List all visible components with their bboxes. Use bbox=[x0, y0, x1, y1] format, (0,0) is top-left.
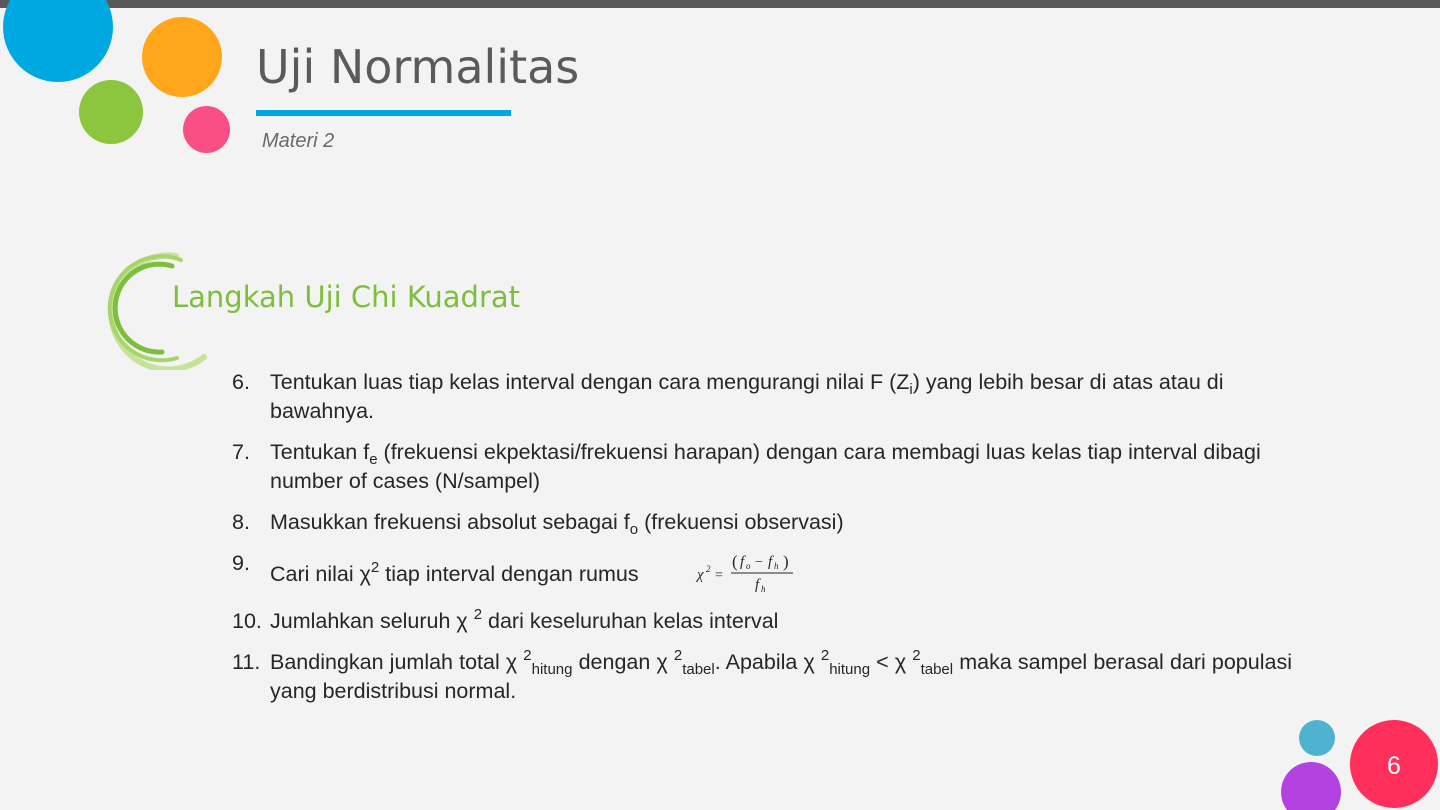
formula-fh: f bbox=[767, 554, 772, 570]
step-text-part: (frekuensi observasi) bbox=[638, 510, 844, 534]
subscript: o bbox=[629, 521, 639, 538]
slide-title: Uji Normalitas bbox=[256, 40, 580, 94]
formula-denominator: f bbox=[754, 577, 759, 593]
step-text-part: Tentukan f bbox=[270, 440, 370, 464]
step-text-part: < χ bbox=[870, 650, 913, 674]
step-text bbox=[270, 648, 1292, 706]
step-text-part: Bandingkan jumlah total χ bbox=[270, 650, 524, 674]
step-text-part: dengan χ bbox=[572, 650, 674, 674]
formula-fo: f bbox=[739, 554, 744, 570]
formula-fh-sub: h bbox=[773, 561, 779, 571]
formula-equals: = bbox=[714, 568, 723, 583]
formula-minus: − bbox=[754, 555, 763, 570]
superscript: 2 bbox=[673, 647, 683, 664]
step-text-part: . Apabila χ bbox=[714, 650, 821, 674]
page-number: 6 bbox=[1387, 752, 1401, 780]
decor-dot-green bbox=[79, 80, 143, 144]
subscript: hitung bbox=[531, 661, 573, 678]
superscript: 2 bbox=[912, 647, 921, 664]
step-text bbox=[270, 549, 1292, 595]
step-text bbox=[270, 607, 1292, 636]
step-text bbox=[270, 368, 1292, 426]
step-8 bbox=[232, 508, 1292, 537]
step-number: 9. bbox=[232, 551, 250, 575]
step-text-part: Tentukan luas tiap kelas interval dengan cara mengurangi nilai F (Z bbox=[270, 370, 910, 394]
subscript: tabel bbox=[682, 661, 715, 678]
step-7 bbox=[232, 438, 1292, 496]
subscript: hitung bbox=[829, 661, 871, 678]
chi-square-formula bbox=[691, 549, 801, 595]
superscript: 2 bbox=[523, 647, 532, 664]
step-text-part: ) yang lebih besar di atas atau di bawahnya. bbox=[270, 370, 1224, 423]
step-text-part: tiap interval dengan rumus bbox=[379, 562, 639, 586]
step-text-part: Masukkan frekuensi absolut sebagai f bbox=[270, 510, 630, 534]
decor-dot-purple bbox=[1281, 762, 1341, 810]
step-number: 7. bbox=[232, 440, 250, 464]
decor-dot-pink bbox=[183, 106, 230, 153]
step-text-part: Jumlahkan seluruh χ bbox=[270, 609, 474, 633]
title-underline bbox=[256, 110, 511, 116]
formula-denominator-sub: h bbox=[760, 584, 766, 594]
decor-dot-blue bbox=[3, 0, 113, 82]
step-text-part: Cari nilai χ bbox=[270, 562, 371, 586]
subscript: tabel bbox=[920, 661, 954, 678]
step-text bbox=[270, 438, 1292, 496]
formula-fo-sub: o bbox=[745, 561, 751, 571]
step-10 bbox=[232, 607, 1292, 636]
decor-dot-teal bbox=[1299, 720, 1335, 756]
steps-list bbox=[232, 368, 1292, 718]
decor-dot-orange bbox=[142, 17, 222, 97]
subscript: e bbox=[369, 451, 378, 468]
step-text-part: dari keseluruhan kelas interval bbox=[482, 609, 779, 633]
step-number: 8. bbox=[232, 510, 250, 534]
top-bar bbox=[0, 0, 1440, 8]
step-number: 11. bbox=[232, 650, 261, 674]
step-number: 10. bbox=[232, 609, 262, 633]
slide-subtitle: Materi 2 bbox=[262, 130, 335, 152]
subscript: i bbox=[909, 381, 913, 398]
step-11 bbox=[232, 648, 1292, 706]
step-9 bbox=[232, 549, 1292, 595]
formula-close-paren: ) bbox=[782, 552, 789, 571]
formula-power: 2 bbox=[705, 564, 711, 574]
superscript: 2 bbox=[473, 606, 483, 623]
formula-open-paren: ( bbox=[731, 552, 738, 571]
step-text bbox=[270, 508, 1292, 537]
superscript: 2 bbox=[820, 647, 830, 664]
step-number: 6. bbox=[232, 370, 250, 394]
superscript: 2 bbox=[370, 559, 380, 576]
section-heading: Langkah Uji Chi Kuadrat bbox=[172, 280, 521, 314]
step-text-part: (frekuensi ekpektasi/frekuensi harapan) dengan cara membagi luas kelas tiap interval dibagi number of cases (N/sampel) bbox=[270, 440, 1261, 493]
step-6 bbox=[232, 368, 1292, 426]
step-text-part: maka sampel berasal dari populasi yang berdistribusi normal. bbox=[270, 650, 1292, 703]
formula-chi: χ bbox=[696, 567, 704, 583]
